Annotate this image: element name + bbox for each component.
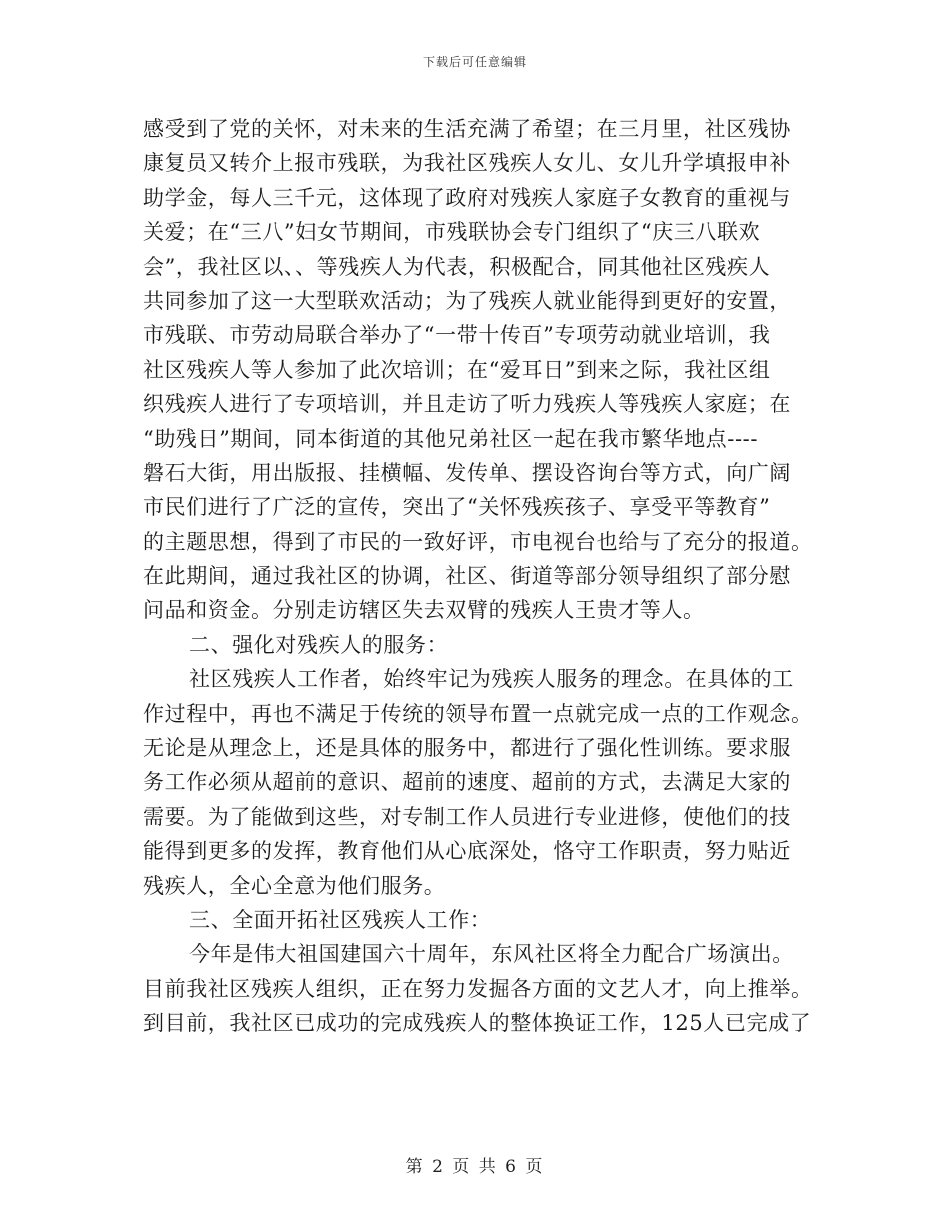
text-line: 问品和资金。分别走访辖区失去双臂的残疾人王贵才等人。 bbox=[143, 598, 705, 623]
text-line: 感受到了党的关怀，对未来的生活充满了希望；在三月里，社区残协 bbox=[143, 117, 791, 141]
text-line: 作过程中，再也不满足于传统的领导布置一点就完成一点的工作观念。 bbox=[143, 701, 813, 726]
text-line: 社区残疾人工作者，始终牢记为残疾人服务的理念。在具体的工 bbox=[189, 667, 794, 692]
text-line: 务工作必须从超前的意识、超前的速度、超前的方式，去满足大家的 bbox=[143, 770, 791, 795]
text-line: 无论是从理念上，还是具体的服务中，都进行了强化性训练。要求服 bbox=[143, 736, 791, 761]
page-header-note: 下载后可任意编辑 bbox=[422, 55, 527, 69]
text-line: 需要。为了能做到这些，对专制工作人员进行专业进修，使他们的技 bbox=[143, 804, 791, 829]
text-line: 磐石大街，用出版报、挂横幅、发传单、摆设咨询台等方式，向广阔 bbox=[143, 460, 791, 485]
document-body bbox=[143, 112, 811, 1041]
text-line: 今年是伟大祖国建国六十周年，东风社区将全力配合广场演出。 bbox=[189, 942, 794, 967]
text-line: 市残联、市劳动局联合举办了“一带十传百”专项劳动就业培训，我 bbox=[143, 323, 771, 348]
text-line: 在此期间，通过我社区的协调，社区、街道等部分领导组织了部分慰 bbox=[143, 564, 791, 589]
text-line: 关爱；在“三八”妇女节期间，市残联协会专门组织了“庆三八联欢 bbox=[143, 220, 761, 245]
text-line: 康复员又转介上报市残联，为我社区残疾人女儿、女儿升学填报申补 bbox=[143, 151, 791, 176]
section-heading: 二、强化对残疾人的服务： bbox=[189, 632, 449, 657]
text-line: 到目前，我社区已成功的完成残疾人的整体换证工作，125人已完成了 bbox=[143, 1011, 812, 1036]
text-line: 的主题思想，得到了市民的一致好评，市电视台也给与了充分的报道。 bbox=[143, 529, 813, 554]
text-line: 市民们进行了广泛的宣传，突出了“关怀残疾孩子、享受平等教育” bbox=[143, 495, 771, 520]
text-line: 残疾人，全心全意为他们服务。 bbox=[143, 873, 446, 898]
section-heading: 三、全面开拓社区残疾人工作： bbox=[189, 907, 492, 932]
text-line: 目前我社区残疾人组织，正在努力发掘各方面的文艺人才，向上推举。 bbox=[143, 976, 813, 1001]
text-line: 共同参加了这一大型联欢活动；为了残疾人就业能得到更好的安置， bbox=[143, 288, 791, 313]
text-line: 助学金，每人三千元，这体现了政府对残疾人家庭子女教育的重视与 bbox=[143, 185, 791, 210]
text-line: “助残日”期间，同本街道的其他兄弟社区一起在我市繁华地点---- bbox=[143, 426, 759, 451]
text-line: 能得到更多的发挥，教育他们从心底深处，恪守工作职责，努力贴近 bbox=[143, 839, 791, 864]
page-number: 第 2 页 共 6 页 bbox=[405, 1157, 545, 1177]
text-line: 会”，我社区以、、等残疾人为代表，积极配合，同其他社区残疾人 bbox=[143, 254, 771, 279]
text-line: 社区残疾人等人参加了此次培训；在“爱耳日”到来之际，我社区组 bbox=[143, 357, 771, 382]
text-line: 织残疾人进行了专项培训，并且走访了听力残疾人等残疾人家庭；在 bbox=[143, 392, 791, 417]
